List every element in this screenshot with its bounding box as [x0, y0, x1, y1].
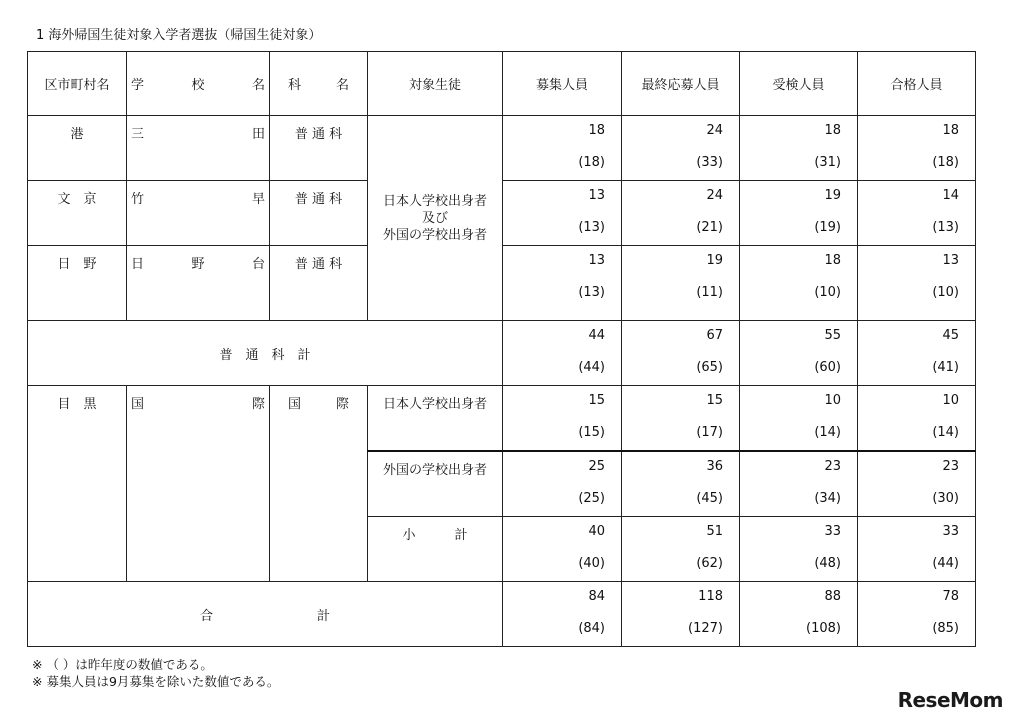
course-cell: [270, 386, 368, 582]
current-value: 10: [942, 393, 959, 408]
course-cell: 普 通 科: [270, 246, 368, 321]
course-cell: 普 通 科: [270, 116, 368, 181]
value-cell: [858, 451, 976, 517]
grand-total-char: 計: [316, 608, 330, 624]
previous-year-value: (25): [578, 491, 605, 506]
value-cell: [622, 321, 740, 386]
value-cell: [622, 582, 740, 647]
previous-year-value: (85): [932, 621, 959, 636]
current-value: 19: [706, 253, 723, 268]
previous-year-value: (40): [578, 556, 605, 571]
value-cell: [622, 181, 740, 246]
school-char: 田: [251, 127, 265, 142]
previous-year-value: (34): [814, 491, 841, 506]
school-char: 竹: [131, 192, 145, 207]
header-course: [270, 52, 368, 116]
school-cell: [127, 181, 270, 246]
value-cell: [740, 246, 858, 321]
current-value: 18: [942, 123, 959, 138]
previous-year-value: (13): [932, 220, 959, 235]
target-cell: 小 計: [368, 517, 503, 582]
previous-year-value: (30): [932, 491, 959, 506]
value-cell: [858, 582, 976, 647]
previous-year-value: (65): [696, 360, 723, 375]
previous-year-value: (18): [932, 155, 959, 170]
target-cell: 外国の学校出身者: [368, 451, 503, 517]
previous-year-value: (17): [696, 425, 723, 440]
header-exam: 受検人員: [740, 52, 858, 116]
table-row: [28, 386, 976, 452]
header-course-2: 名: [335, 78, 349, 93]
school-char: 早: [251, 192, 265, 207]
previous-year-value: (19): [814, 220, 841, 235]
value-cell: [858, 386, 976, 452]
previous-year-value: (44): [578, 360, 605, 375]
general-total-label: 普 通 科 計: [28, 321, 503, 386]
value-cell: [622, 116, 740, 181]
previous-year-value: (108): [806, 621, 841, 636]
current-value: 33: [942, 524, 959, 539]
value-cell: [503, 321, 622, 386]
previous-year-value: (48): [814, 556, 841, 571]
header-pass: 合格人員: [858, 52, 976, 116]
school-char: 日: [131, 257, 145, 272]
previous-year-value: (31): [814, 155, 841, 170]
previous-year-value: (10): [814, 285, 841, 300]
current-value: 55: [824, 328, 841, 343]
current-value: 10: [824, 393, 841, 408]
current-value: 84: [588, 589, 605, 604]
previous-year-value: (13): [578, 285, 605, 300]
previous-year-value: (84): [578, 621, 605, 636]
current-value: 15: [706, 393, 723, 408]
header-final-apply: 最終応募人員: [622, 52, 740, 116]
previous-year-value: (18): [578, 155, 605, 170]
school-cell: [127, 386, 270, 582]
value-cell: [858, 517, 976, 582]
value-cell: [622, 386, 740, 452]
current-value: 13: [942, 253, 959, 268]
value-cell: [740, 386, 858, 452]
value-cell: [503, 246, 622, 321]
school-char: 野: [191, 257, 205, 272]
value-cell: [858, 181, 976, 246]
footnote: ※ （ ）は昨年度の数値である。: [32, 657, 213, 672]
current-value: 24: [706, 188, 723, 203]
target-line: 外国の学校出身者: [382, 227, 487, 243]
school-char: 際: [251, 397, 265, 412]
target-line: 日本人学校出身者: [382, 193, 487, 209]
value-cell: [622, 517, 740, 582]
current-value: 40: [588, 524, 605, 539]
current-value: 18: [588, 123, 605, 138]
current-value: 23: [942, 459, 959, 474]
school-char: 台: [251, 257, 265, 272]
course-cell: 普 通 科: [270, 181, 368, 246]
current-value: 44: [588, 328, 605, 343]
current-value: 45: [942, 328, 959, 343]
value-cell: [503, 386, 622, 452]
current-value: 88: [824, 589, 841, 604]
course-char: 際: [335, 397, 349, 412]
value-cell: [740, 116, 858, 181]
previous-year-value: (14): [814, 425, 841, 440]
header-row: [28, 52, 976, 116]
previous-year-value: (44): [932, 556, 959, 571]
admission-table: [27, 51, 976, 647]
previous-year-value: (60): [814, 360, 841, 375]
value-cell: [503, 582, 622, 647]
previous-year-value: (15): [578, 425, 605, 440]
current-value: 51: [706, 524, 723, 539]
school-char: 三: [131, 127, 145, 142]
value-cell: [858, 246, 976, 321]
value-cell: [503, 116, 622, 181]
target-cell: [368, 116, 503, 321]
previous-year-value: (11): [696, 285, 723, 300]
header-school: [127, 52, 270, 116]
header-course-1: 科: [288, 78, 302, 93]
value-cell: [740, 181, 858, 246]
current-value: 13: [588, 253, 605, 268]
grand-total-char: 合: [199, 608, 213, 624]
school-cell: [127, 116, 270, 181]
footnotes: [32, 656, 279, 690]
current-value: 15: [588, 393, 605, 408]
previous-year-value: (33): [696, 155, 723, 170]
header-ward: 区市町村名: [28, 52, 127, 116]
value-cell: [740, 517, 858, 582]
target-line: 及び: [421, 210, 448, 226]
general-total-row: [28, 321, 976, 386]
ward-cell: 文 京: [28, 181, 127, 246]
header-target: 対象生徒: [368, 52, 503, 116]
table-row: [28, 116, 976, 181]
current-value: 24: [706, 123, 723, 138]
current-value: 118: [698, 589, 723, 604]
grand-total-label: [28, 582, 503, 647]
target-cell: 日本人学校出身者: [368, 386, 503, 452]
current-value: 33: [824, 524, 841, 539]
value-cell: [622, 246, 740, 321]
value-cell: [858, 321, 976, 386]
header-school-2: 校: [191, 78, 205, 93]
header-school-1: 学: [131, 78, 145, 93]
current-value: 67: [706, 328, 723, 343]
grand-total-row: [28, 582, 976, 647]
school-cell: [127, 246, 270, 321]
current-value: 13: [588, 188, 605, 203]
school-char: 国: [131, 397, 145, 412]
previous-year-value: (13): [578, 220, 605, 235]
previous-year-value: (45): [696, 491, 723, 506]
value-cell: [740, 582, 858, 647]
ward-cell: 目 黒: [28, 386, 127, 582]
previous-year-value: (14): [932, 425, 959, 440]
current-value: 25: [588, 459, 605, 474]
current-value: 18: [824, 253, 841, 268]
value-cell: [858, 116, 976, 181]
previous-year-value: (127): [688, 621, 723, 636]
value-cell: [740, 451, 858, 517]
footnote: ※ 募集人員は9月募集を除いた数値である。: [32, 674, 280, 689]
previous-year-value: (21): [696, 220, 723, 235]
value-cell: [503, 517, 622, 582]
current-value: 14: [942, 188, 959, 203]
course-char: 国: [288, 397, 302, 412]
current-value: 23: [824, 459, 841, 474]
value-cell: [740, 321, 858, 386]
current-value: 18: [824, 123, 841, 138]
resemom-logo: ReseMom: [897, 688, 1003, 712]
value-cell: [503, 451, 622, 517]
value-cell: [622, 451, 740, 517]
previous-year-value: (62): [696, 556, 723, 571]
ward-cell: 日 野: [28, 246, 127, 321]
header-recruit: 募集人員: [503, 52, 622, 116]
previous-year-value: (10): [932, 285, 959, 300]
current-value: 19: [824, 188, 841, 203]
previous-year-value: (41): [932, 360, 959, 375]
value-cell: [503, 181, 622, 246]
document-title: 1 海外帰国生徒対象入学者選抜（帰国生徒対象）: [36, 28, 322, 43]
header-school-3: 名: [251, 78, 265, 93]
current-value: 36: [706, 459, 723, 474]
ward-cell: 港: [28, 116, 127, 181]
current-value: 78: [942, 589, 959, 604]
